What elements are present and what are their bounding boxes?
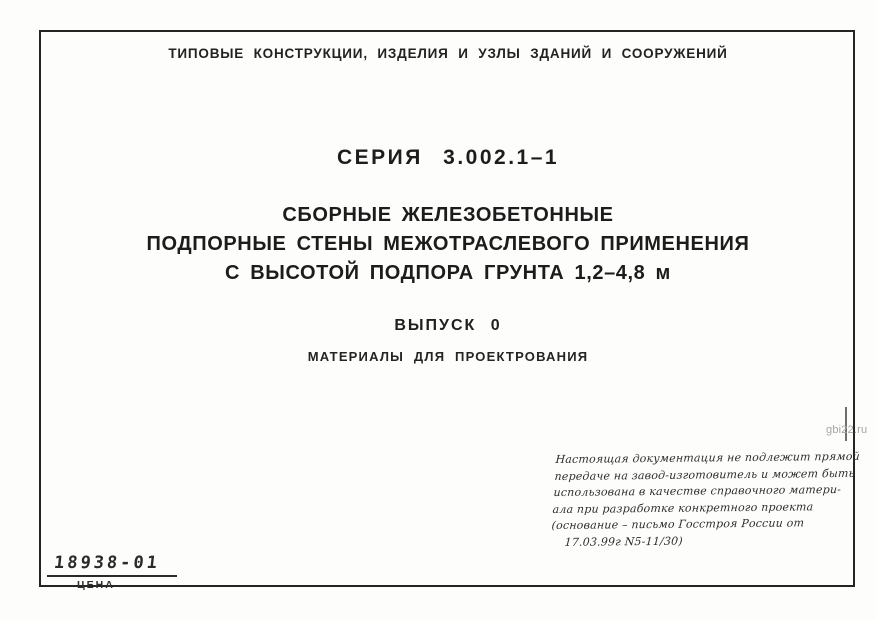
note-line-2: передаче на завод-изготовитель и может быть: [554, 466, 856, 483]
title-line-1: СБОРНЫЕ ЖЕЛЕЗОБЕТОННЫЕ: [282, 204, 614, 226]
note-line-6: 17.03.99г N5-11/30): [564, 534, 684, 549]
handwritten-note: [550, 449, 861, 551]
note-line-4: ала при разработке конкретного проекта: [552, 499, 814, 516]
document-subtitle: МАТЕРИАЛЫ ДЛЯ ПРОЕКТРОВАНИЯ: [307, 349, 589, 364]
document-header: ТИПОВЫЕ КОНСТРУКЦИИ, ИЗДЕЛИЯ И УЗЛЫ ЗДАНИЙ И СООРУЖЕНИЙ: [168, 46, 728, 61]
issue-number: ВЫПУСК 0: [394, 317, 502, 334]
note-line-5: (основание – письмо Госстроя России от: [551, 516, 805, 533]
note-line-1: Настоящая документация не подлежит прямой: [555, 449, 861, 467]
price-stamp-rule: [47, 575, 177, 577]
site-watermark: gbi22.ru: [826, 424, 868, 436]
title-line-3: С ВЫСОТОЙ ПОДПОРА ГРУНТА 1,2–4,8 м: [225, 262, 671, 284]
price-stamp: [47, 553, 187, 591]
price-stamp-code: 18938-01: [52, 553, 161, 573]
document-title: [40, 201, 856, 288]
title-line-2: ПОДПОРНЫЕ СТЕНЫ МЕЖОТРАСЛЕВОГО ПРИМЕНЕНИЯ: [146, 233, 750, 255]
series-designation: СЕРИЯ 3.002.1–1: [336, 146, 560, 169]
note-line-3: использована в качестве справочного матери-: [553, 483, 842, 500]
price-stamp-label: ЦЕНА: [77, 579, 115, 591]
